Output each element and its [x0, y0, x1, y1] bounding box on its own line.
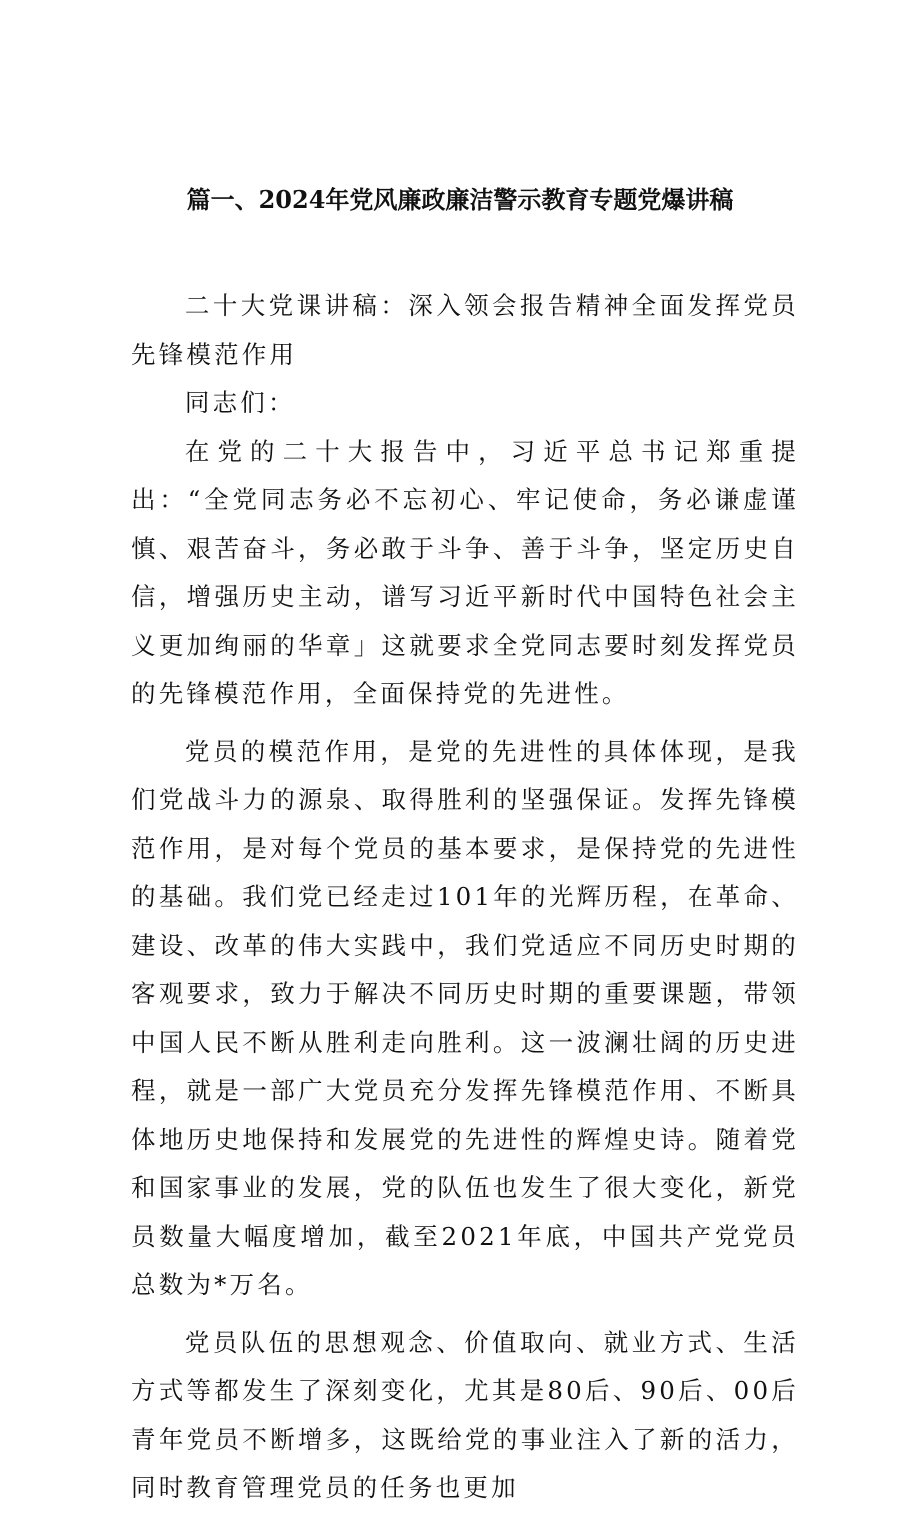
paragraph-lecture-title: 二十大党课讲稿：深入领会报告精神全面发挥党员先锋模范作用 [131, 291, 799, 369]
paragraph-membership-changes: 党员队伍的思想观念、价值取向、就业方式、生活方式等都发生了深刻变化，尤其是80后、90后、00后青年党员不断增多，这既给党的事业注入了新的活力，同时教育管理党员的任务也更加 [131, 1327, 799, 1502]
paragraph-report-quote: 在党的二十大报告中，习近平总书记郑重提出：“全党同志务必不忘初心、牢记使命，务必谦虚谨慎、艰苦奋斗，务必敢于斗争、善于斗争，坚定历史自信，增强历史主动，谱写习近平新时代中国特色社会主义更加绚丽的华章」这就要求全党同志要时刻发挥党员的先锋模范作用，全面保持党的先进性。 [131, 436, 799, 708]
document-body [131, 282, 799, 1513]
paragraph-salutation: 同志们： [184, 388, 296, 417]
document-title: 篇一、2024年党风廉政廉洁警示教育专题党爆讲稿 [186, 185, 734, 214]
paragraph-exemplary-role: 党员的模范作用，是党的先进性的具体体现，是我们党战斗力的源泉、取得胜利的坚强保证。发挥先锋模范作用，是对每个党员的基本要求，是保持党的先进性的基础。我们党已经走过101年的光辉历程，在革命、建设、改革的伟大实践中，我们党适应不同历史时期的客观要求，致力于解决不同历史时期的重要课题，带领中国人民不断从胜利走向胜利。这一波澜壮阔的历史进程，就是一部广大党员充分发挥先锋模范作用、不断具体地历史地保持和发展党的先进性的辉煌史诗。随着党和国家事业的发展，党的队伍也发生了很大变化，新党员数量大幅度增加，截至2021年底，中国共产党党员总数为*万名。 [131, 736, 799, 1299]
